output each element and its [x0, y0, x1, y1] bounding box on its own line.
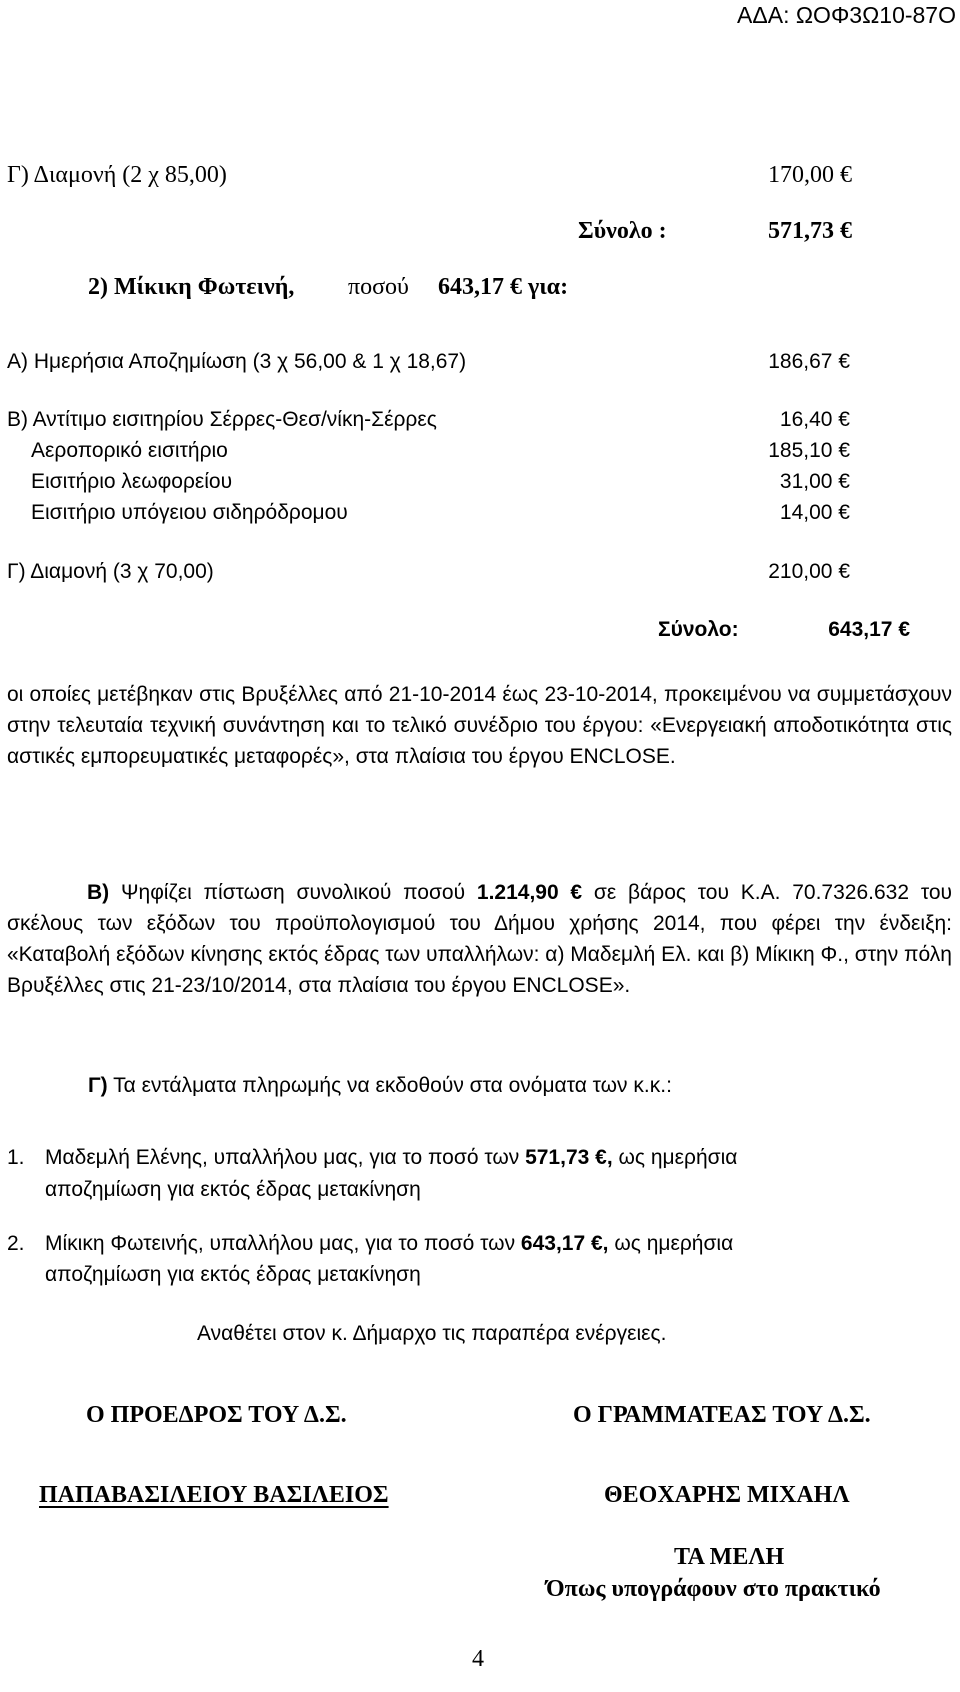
- ada-header: ΑΔΑ: ΩΟΦ3Ω10-87Ο: [737, 2, 956, 28]
- person2-amount-prefix: ποσού: [348, 274, 409, 300]
- beneficiary-1-line2: αποζημίωση για εκτός έδρας μετακίνηση: [45, 1178, 421, 1201]
- person2-name: 2) Μίκικη Φωτεινή,: [88, 274, 295, 300]
- row-label-bus-ticket: Εισιτήριο λεωφορείου: [31, 470, 233, 493]
- beneficiary-1-line1: [45, 1146, 952, 1170]
- row-amount-daily-allowance: 186,67 €: [768, 350, 850, 373]
- row-label-metro-ticket: Εισιτήριο υπόγειου σιδηρόδρομου: [31, 501, 348, 524]
- credit-text-b: σε βάρος του Κ.Α. 70.7326.632 του σκέλους των εξόδων του προϋπολογισμού του Δήμου χρήσης 2014, που φέρει την ένδειξη: «Καταβολή εξόδων κίνησης εκτός έδρας των υπαλλήλων: α) Μαδεμλή Ελ. και β) Μίκικη Φ., στην πόλη Βρυξέλλες στις 21-23/10/2014, στα πλαίσια του έργου ENCLOSE».: [7, 881, 952, 997]
- row-amount-air-ticket: 185,10 €: [768, 439, 850, 462]
- section-c-label: Γ): [88, 1074, 108, 1097]
- credit-paragraph: [7, 877, 952, 1001]
- members-title: ΤΑ ΜΕΛΗ: [674, 1544, 785, 1570]
- row-label-accommodation-2: Γ) Διαμονή (3 χ 70,00): [7, 560, 214, 583]
- row-amount-ticket-serres: 16,40 €: [779, 408, 850, 431]
- total-amount-2: 643,17 €: [828, 618, 910, 641]
- total-amount-1: 571,73 €: [768, 218, 852, 244]
- members-note: Όπως υπογράφουν στο πρακτικό: [546, 1576, 881, 1602]
- travel-description-paragraph: οι οποίες μετέβηκαν στις Βρυξέλλες από 21-10-2014 έως 23-10-2014, προκειμένου να συμμετάσχουν στην τελευταία τεχνική συνάντηση και το τελικό συνέδριο του έργου: «Ενεργειακή αποδοτικότητα στις αστικές εμπορευματικές μεταφορές», στα πλαίσια του έργου ENCLOSE.: [7, 683, 952, 768]
- beneficiary-1-amount: 571,73 €,: [525, 1146, 613, 1169]
- beneficiary-1-text-b: ως ημερήσια: [612, 1146, 738, 1169]
- credit-amount: 1.214,90 €: [476, 881, 583, 904]
- secretary-name: ΘΕΟΧΑΡΗΣ ΜΙΧΑΗΛ: [604, 1482, 850, 1508]
- beneficiary-2-amount: 643,17 €,: [520, 1232, 609, 1255]
- president-name: ΠΑΠΑΒΑΣΙΛΕΙΟΥ ΒΑΣΙΛΕΙΟΣ: [39, 1482, 389, 1508]
- payment-orders-paragraph: [88, 1074, 672, 1098]
- row-label-daily-allowance: Α) Ημερήσια Αποζημίωση (3 χ 56,00 & 1 χ 18,67): [7, 350, 467, 373]
- row-label-air-ticket: Αεροπορικό εισιτήριο: [31, 439, 228, 462]
- president-title: Ο ΠΡΟΕΔΡΟΣ ΤΟΥ Δ.Σ.: [86, 1402, 347, 1428]
- total-label-2: Σύνολο:: [658, 618, 739, 641]
- row-amount-accommodation-2: 210,00 €: [768, 560, 850, 583]
- beneficiary-2-line1: [45, 1232, 952, 1256]
- total-label-1: Σύνολο :: [578, 218, 667, 244]
- beneficiary-1-number: 1.: [7, 1146, 25, 1169]
- assignment-text: Αναθέτει στον κ. Δήμαρχο τις παραπέρα ενέργειες.: [197, 1322, 667, 1345]
- beneficiary-2-text-a: Μίκικη Φωτεινής, υπαλλήλου μας, για το ποσό των: [45, 1232, 521, 1255]
- page-number: 4: [472, 1646, 484, 1672]
- beneficiary-2-line2: αποζημίωση για εκτός έδρας μετακίνηση: [45, 1263, 421, 1286]
- row-label-accommodation-1: Γ) Διαμονή (2 χ 85,00): [7, 162, 227, 188]
- row-amount-bus-ticket: 31,00 €: [779, 470, 850, 493]
- person2-amount: 643,17 € για:: [438, 274, 569, 300]
- credit-text-a: Ψηφίζει πίστωση συνολικού ποσού: [109, 881, 477, 904]
- payment-orders-text: Τα εντάλματα πληρωμής να εκδοθούν στα ονόματα των κ.κ.:: [107, 1074, 672, 1097]
- section-b-label: Β): [87, 881, 110, 904]
- beneficiary-2-number: 2.: [7, 1232, 25, 1255]
- beneficiary-2-text-b: ως ημερήσια: [608, 1232, 734, 1255]
- row-label-ticket-serres: Β) Αντίτιμο εισιτηρίου Σέρρες-Θεσ/νίκη-Σέρρες: [7, 408, 437, 431]
- beneficiary-1-text-a: Μαδεμλή Ελένης, υπαλλήλου μας, για το ποσό των: [45, 1146, 526, 1169]
- row-amount-accommodation-1: 170,00 €: [768, 162, 852, 188]
- secretary-title: Ο ΓΡΑΜΜΑΤΕΑΣ ΤΟΥ Δ.Σ.: [573, 1402, 871, 1428]
- row-amount-metro-ticket: 14,00 €: [779, 501, 850, 524]
